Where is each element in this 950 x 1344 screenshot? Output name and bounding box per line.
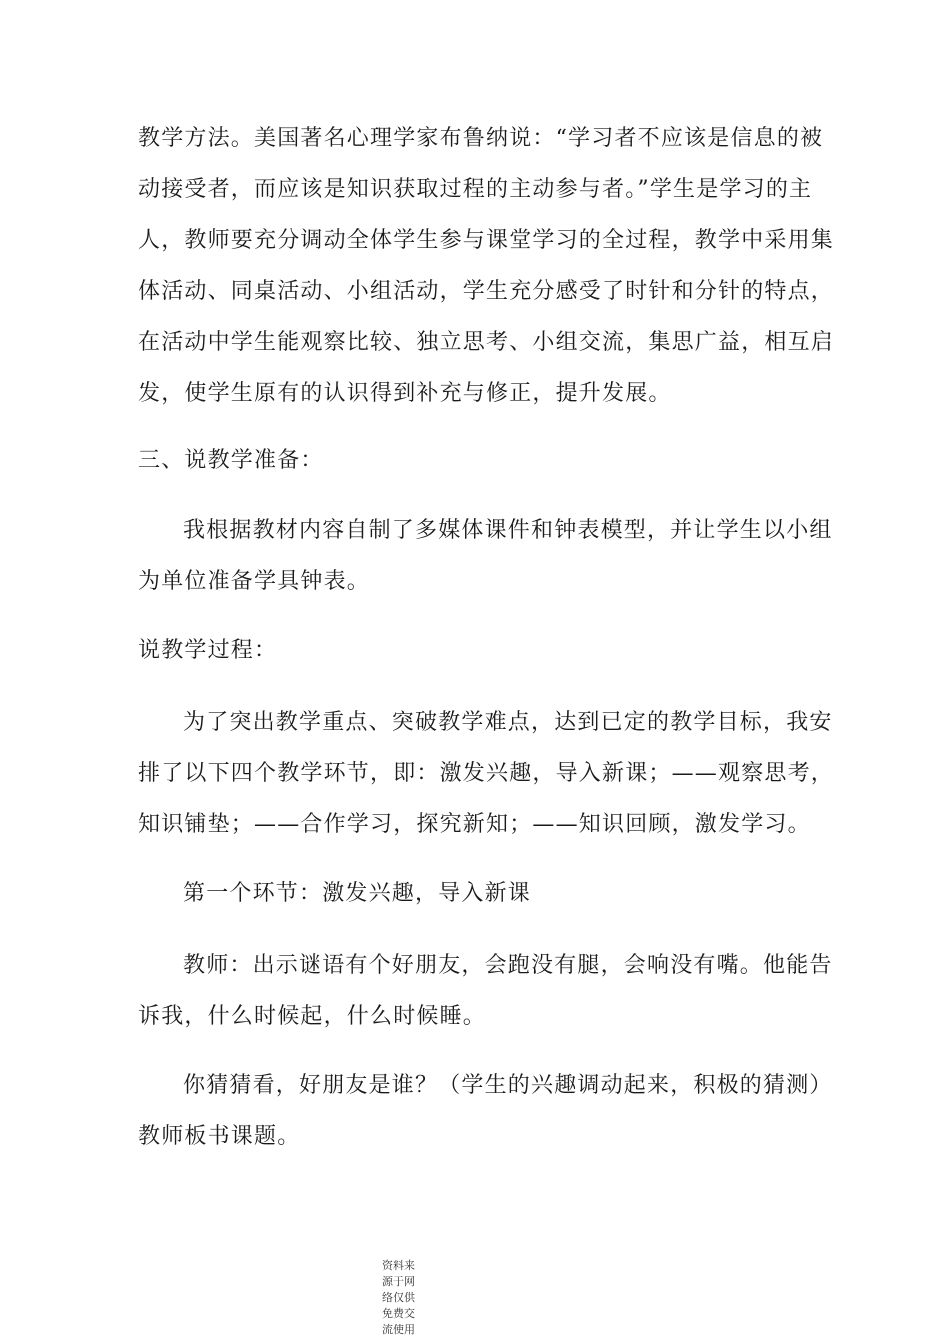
- text-line: 为了突出教学重点、突破教学难点，达到已定的教学目标，我安: [183, 710, 833, 735]
- heading-teaching-preparation: [138, 435, 828, 486]
- text-line: 发，使学生原有的认识得到补充与修正，提升发展。: [138, 381, 672, 406]
- text-line: 在活动中学生能观察比较、独立思考、小组交流，集思广益，相互启: [138, 330, 835, 355]
- paragraph-preparation: [138, 505, 833, 607]
- paragraph-process: [138, 697, 835, 850]
- footer-line: 资料来: [382, 1259, 415, 1272]
- text-line: 教师：出示谜语有个好朋友，会跑没有腿，会响没有嘴。他能告: [183, 953, 833, 978]
- text-line: 人，教师要充分调动全体学生参与课堂学习的全过程，教学中采用集: [138, 228, 835, 253]
- text-line: 知识铺垫；——合作学习，探究新知；——知识回顾，激发学习。: [138, 812, 811, 837]
- footer-line: 流使用: [382, 1323, 415, 1336]
- text-line: 为单位准备学具钟表。: [138, 569, 371, 594]
- paragraph-riddle: [138, 940, 833, 1042]
- heading-teaching-process: [138, 625, 828, 676]
- source-footer-note: [382, 1258, 432, 1338]
- heading-text: 三、说教学准备：: [138, 448, 324, 473]
- text-line: 动接受者，而应该是知识获取过程的主动参与者。”学生是学习的主: [138, 177, 813, 202]
- heading-first-stage: [138, 868, 828, 919]
- text-line: 你猜猜看，好朋友是谁？（学生的兴趣调动起来，积极的猜测）: [183, 1073, 833, 1098]
- heading-text: 说教学过程：: [138, 638, 278, 663]
- heading-text: 第一个环节：激发兴趣，导入新课: [183, 881, 532, 906]
- footer-line: 源于网: [382, 1275, 415, 1288]
- text-line: 排了以下四个教学环节，即：激发兴趣，导入新课；——观察思考，: [138, 761, 835, 786]
- text-line: 我根据教材内容自制了多媒体课件和钟表模型，并让学生以小组: [183, 518, 833, 543]
- text-line: 教学方法。美国著名心理学家布鲁纳说：“学习者不应该是信息的被: [138, 126, 824, 151]
- paragraph-guess: [138, 1060, 833, 1162]
- text-line: 教师板书课题。: [138, 1124, 301, 1149]
- text-line: 体活动、同桌活动、小组活动，学生充分感受了时针和分针的特点，: [138, 279, 835, 304]
- footer-line: 络仅供: [382, 1291, 415, 1304]
- text-line: 诉我，什么时候起，什么时候睡。: [138, 1004, 487, 1029]
- footer-line: 免费交: [382, 1307, 415, 1320]
- paragraph-teaching-method: [138, 113, 835, 419]
